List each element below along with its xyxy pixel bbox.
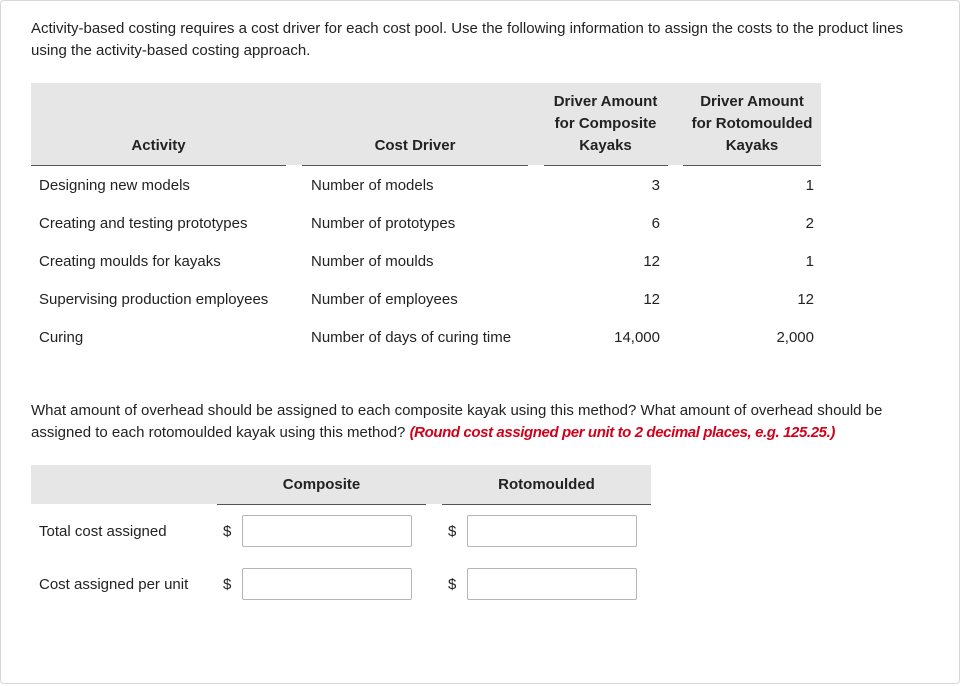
header-underline-activity xyxy=(31,165,286,166)
total-cost-rotomoulded-input[interactable] xyxy=(467,515,637,547)
composite-amount-cell: 12 xyxy=(643,253,660,270)
dollar-sign: $ xyxy=(223,576,232,593)
row-label-total-cost: Total cost assigned xyxy=(39,523,167,540)
header-underline-composite xyxy=(544,165,668,166)
composite-amount-cell: 3 xyxy=(651,177,660,194)
header-activity: Activity xyxy=(131,137,186,154)
row-label-cost-per-unit: Cost assigned per unit xyxy=(39,576,189,593)
header-driver-rotomoulded-line1: Driver Amount xyxy=(700,93,804,110)
rotomoulded-amount-cell: 12 xyxy=(797,291,814,308)
rounding-instruction: (Round cost assigned per unit to 2 decimal places, e.g. 125.25.) xyxy=(409,424,835,441)
intro-text: Activity-based costing requires a cost driver for each cost pool. Use the following information to assign the costs to the product lines using the activity-based costing approach. xyxy=(31,20,904,59)
header-cost-driver: Cost Driver xyxy=(374,137,456,154)
header-driver-rotomoulded-line3: Kayaks xyxy=(725,137,779,154)
question-body: What amount of overhead should be assigned to each composite kayak using this method? What amount of overhead should be assigned to each rotomoulded kayak using this method? xyxy=(31,402,883,441)
activity-cell: Curing xyxy=(39,329,84,346)
header-underline-rotomoulded xyxy=(683,165,821,166)
answer-underline-composite xyxy=(217,504,426,505)
header-driver-composite-line1: Driver Amount xyxy=(553,93,658,110)
header-driver-composite xyxy=(543,91,668,157)
dollar-sign: $ xyxy=(448,523,457,540)
composite-amount-cell: 6 xyxy=(651,215,660,232)
header-driver-composite-line3: Kayaks xyxy=(579,137,632,154)
answer-underline-rotomoulded xyxy=(442,504,651,505)
dollar-sign: $ xyxy=(448,576,457,593)
activity-cell: Creating moulds for kayaks xyxy=(39,253,221,270)
header-composite: Composite xyxy=(282,476,361,493)
total-cost-composite-input[interactable] xyxy=(242,515,412,547)
rotomoulded-amount-cell: 2 xyxy=(805,215,814,232)
activity-cell: Designing new models xyxy=(39,177,190,194)
rotomoulded-amount-cell: 2,000 xyxy=(776,329,814,346)
header-driver-composite-line2: for Composite xyxy=(554,115,657,132)
driver-cell: Number of prototypes xyxy=(311,215,456,232)
question-text xyxy=(31,400,931,444)
driver-cell: Number of days of curing time xyxy=(311,329,512,346)
header-rotomoulded: Rotomoulded xyxy=(498,476,595,493)
per-unit-rotomoulded-input[interactable] xyxy=(467,568,637,600)
header-driver-rotomoulded xyxy=(682,91,822,157)
rotomoulded-amount-cell: 1 xyxy=(805,177,814,194)
activity-cell: Supervising production employees xyxy=(39,291,269,308)
driver-cell: Number of moulds xyxy=(311,253,434,270)
header-underline-driver xyxy=(302,165,528,166)
composite-amount-cell: 14,000 xyxy=(614,329,660,346)
header-driver-rotomoulded-line2: for Rotomoulded xyxy=(691,115,813,132)
activity-cell: Creating and testing prototypes xyxy=(39,215,248,232)
rotomoulded-amount-cell: 1 xyxy=(805,253,814,270)
driver-cell: Number of models xyxy=(311,177,434,194)
driver-cell: Number of employees xyxy=(311,291,458,308)
composite-amount-cell: 12 xyxy=(643,291,660,308)
per-unit-composite-input[interactable] xyxy=(242,568,412,600)
dollar-sign: $ xyxy=(223,523,232,540)
